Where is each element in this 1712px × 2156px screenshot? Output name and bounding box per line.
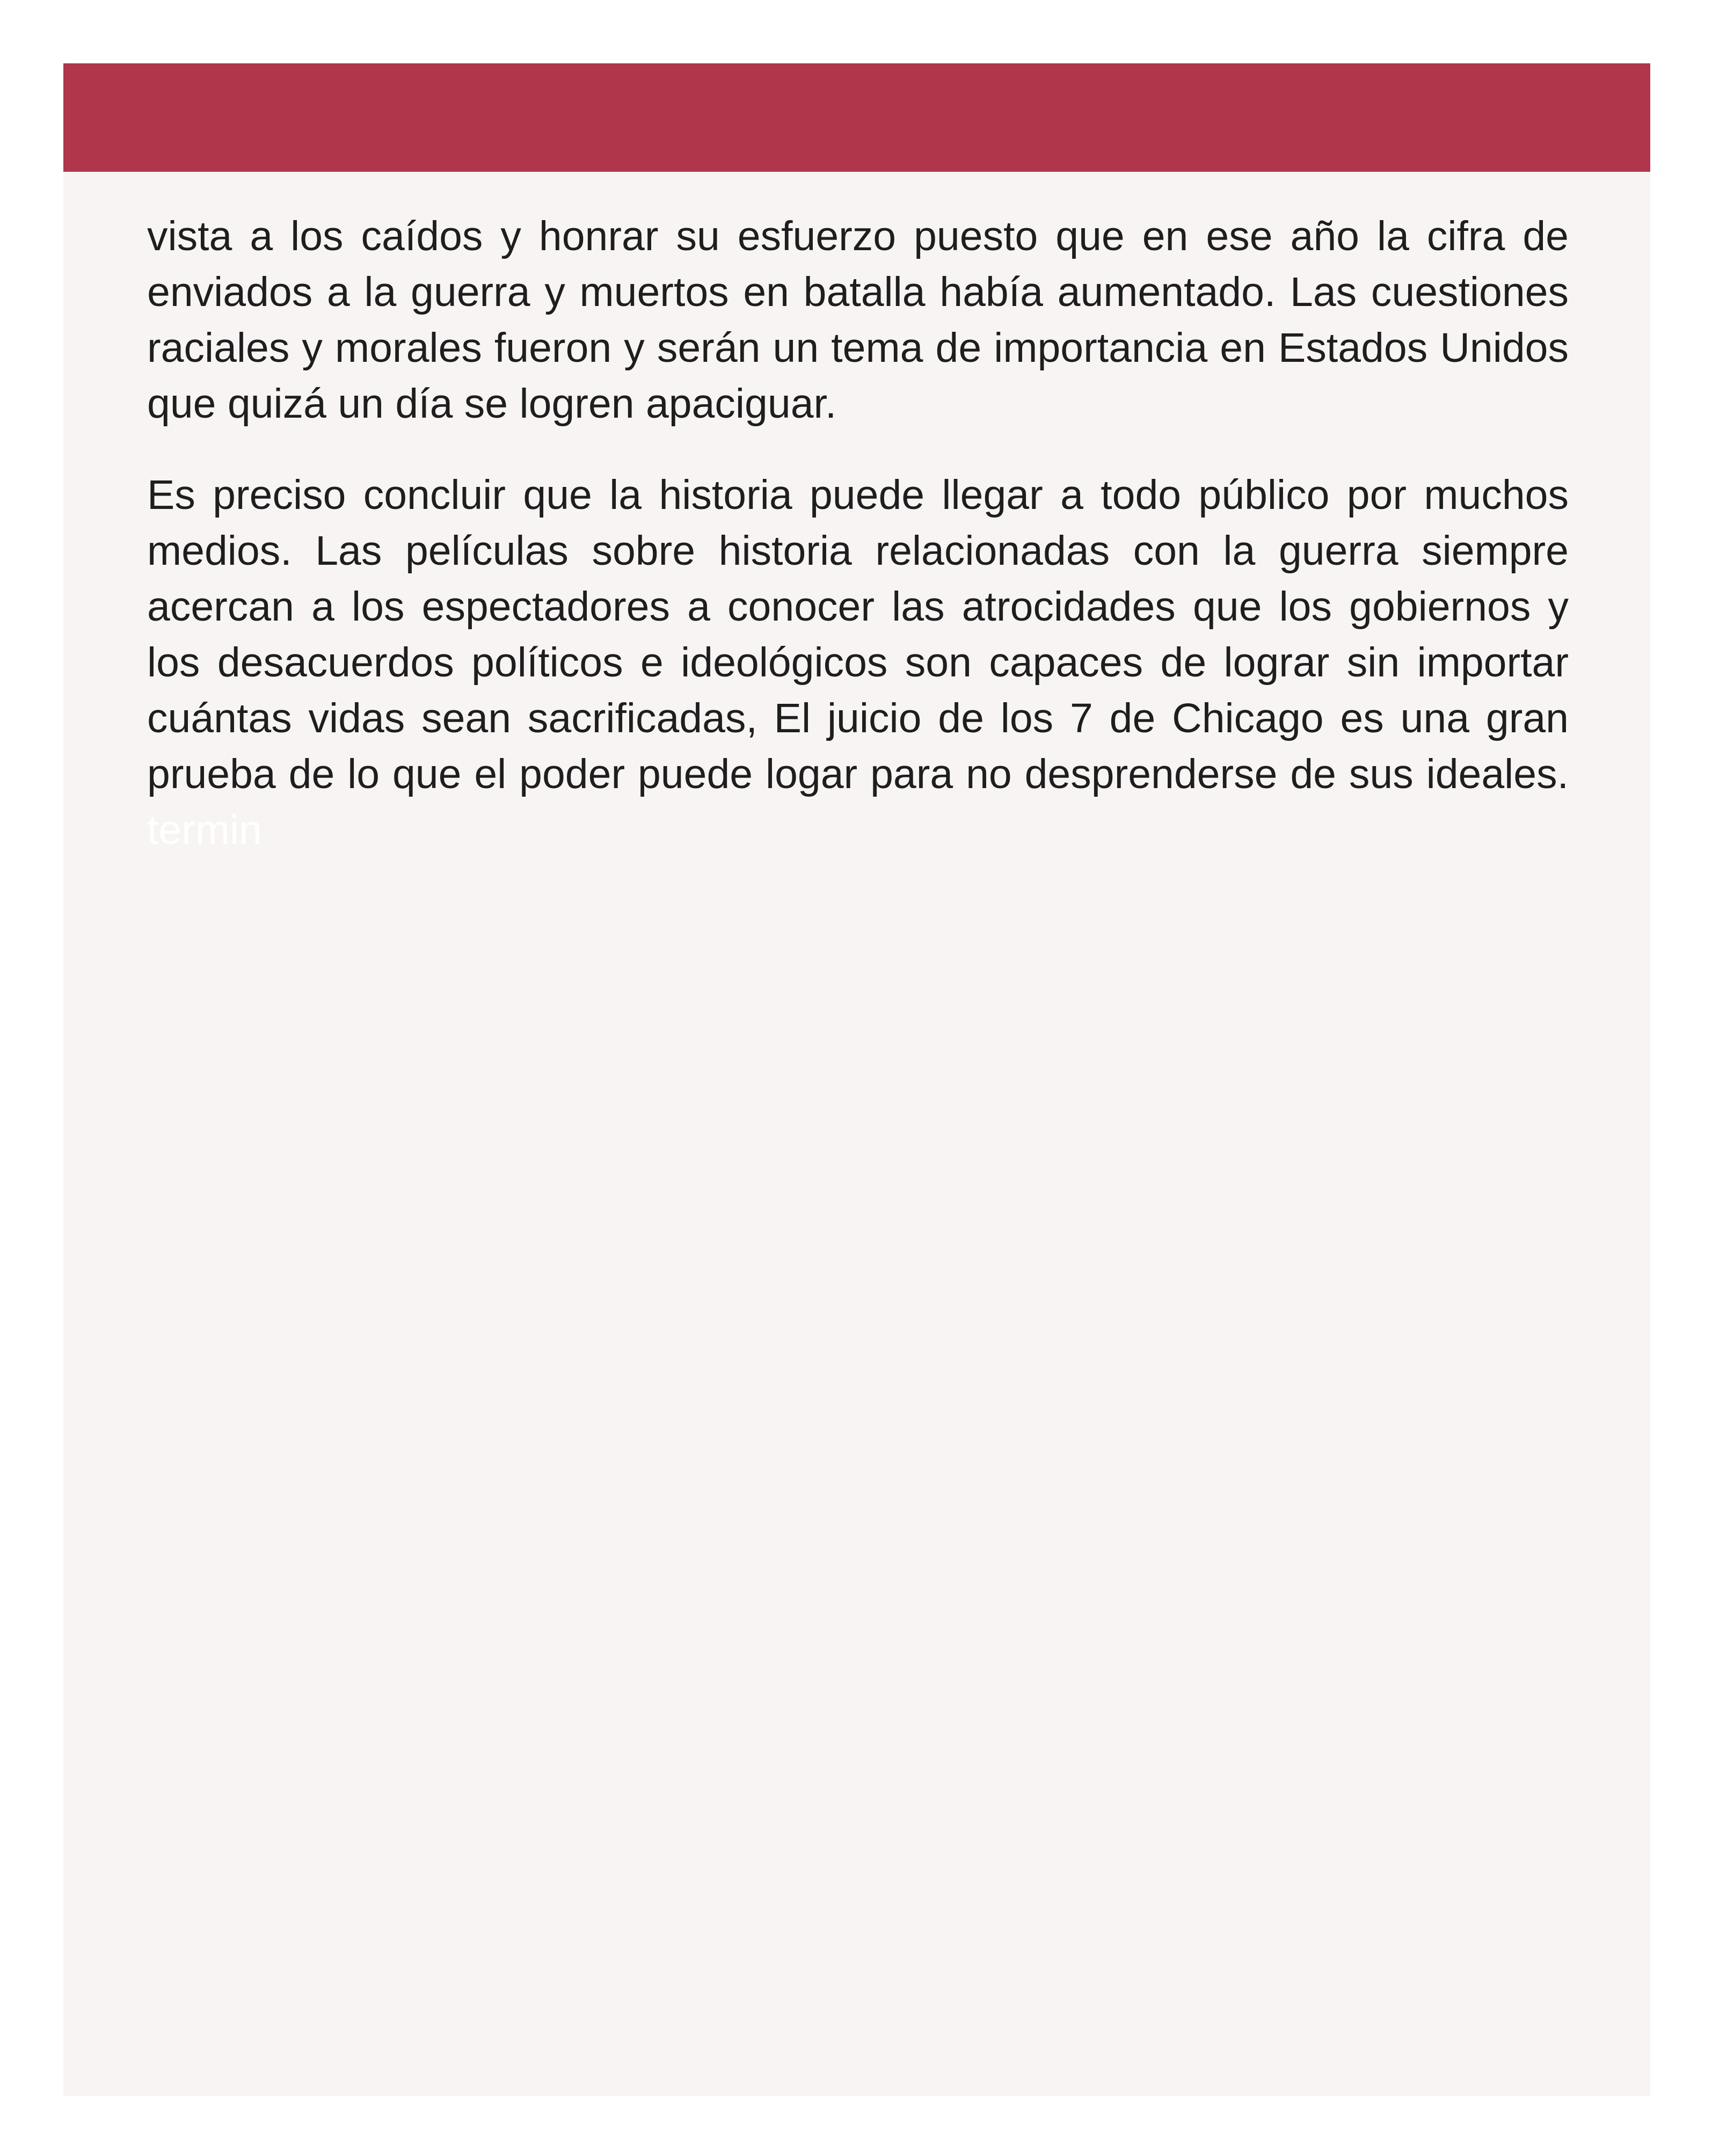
paragraph-2 xyxy=(147,467,1569,858)
header-band xyxy=(63,63,1650,172)
body-text xyxy=(147,208,1569,893)
page-panel xyxy=(63,63,1650,2096)
faint-trailing-word: termin xyxy=(147,807,262,853)
paragraph-1: vista a los caídos y honrar su esfuerzo puesto que en ese año la cifra de enviados a la guerra y muertos en batalla había aumentado. Las cuestiones raciales y morales fueron y serán un tema de importancia en Estados Unidos que quizá un día se logren apaciguar. xyxy=(147,213,1569,427)
paragraph-2-text: Es preciso concluir que la historia puede llegar a todo público por muchos medios. Las películas sobre historia relacionadas con la guerra siempre acercan a los espectadores a conocer las atrocidades que los gobiernos y los desacuerdos políticos e ideológicos son capaces de lograr sin importar cuántas vidas sean sacrificadas, El juicio de los 7 de Chicago es una gran prueba de lo que el poder puede logar para no desprenderse de sus ideales. xyxy=(147,472,1569,797)
